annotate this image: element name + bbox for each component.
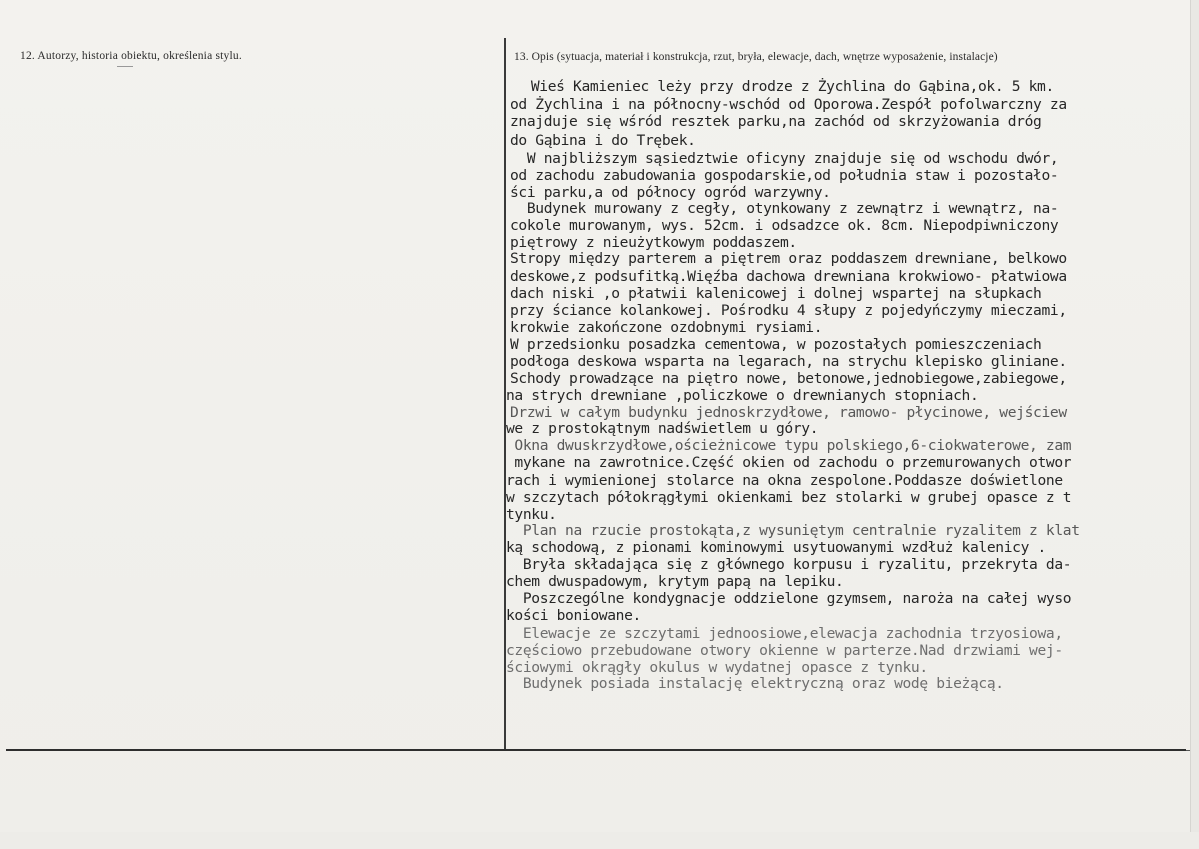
text-line: Stropy między parterem a piętrem oraz poddaszem drewniane, belkowo <box>510 250 1067 267</box>
pencil-mark <box>117 66 133 67</box>
text-line: ściowymi okrągły okulus w wydatnej opasce z tynku. <box>506 659 928 676</box>
text-line: W najbliższym sąsiedztwie oficyny znajduje się od wschodu dwór, <box>510 150 1059 167</box>
text-line: piętrowy z nieużytkowym poddaszem. <box>510 234 797 251</box>
text-line: ką schodową, z pionami kominowymi usytuowanymi wzdłuż kalenicy . <box>506 539 1046 556</box>
text-line: krokwie zakończone ozdobnymi rysiami. <box>510 319 823 336</box>
text-line: przy ściance kolankowej. Pośrodku 4 słupy z pojedyńczymy mieczami, <box>510 302 1067 319</box>
text-line: Wieś Kamieniec leży przy drodze z Żychlina do Gąbina,ok. 5 km. <box>514 78 1054 95</box>
text-line: do Gąbina i do Trębek. <box>510 132 696 149</box>
text-line: Budynek murowany z cegły, otynkowany z zewnątrz i wewnątrz, na- <box>510 200 1059 217</box>
text-line: Budynek posiada instalację elektryczną oraz wodę bieżącą. <box>506 675 1004 692</box>
sheet-right-edge <box>1190 0 1199 849</box>
text-line: dach niski ,o płatwii kalenicowej i dolnej wspartej na słupkach <box>510 285 1042 302</box>
text-line: na strych drewniane ,policzkowe o drewnianych stopniach. <box>506 387 979 404</box>
text-line: podłoga deskowa wsparta na legarach, na strychu klepisko gliniane. <box>510 353 1067 370</box>
text-line: mykane na zawrotnice.Część okien od zachodu o przemurowanych otwor <box>506 454 1072 471</box>
field-13-heading: 13. Opis (sytuacja, materiał i konstrukcja, rzut, bryła, elewacje, dach, wnętrze wyposażenie, instalacje) <box>514 51 998 63</box>
text-line: Bryła składająca się z głównego korpusu i ryzalitu, przekryta da- <box>506 556 1072 573</box>
bottom-rule-tail <box>1186 750 1190 751</box>
text-line: cokole murowanym, wys. 52cm. i odsadzce ok. 8cm. Niepodpiwniczony <box>510 217 1059 234</box>
text-line: znajduje się wśród resztek parku,na zachód od skrzyżowania dróg <box>510 113 1042 130</box>
text-line: we z prostokątnym nadświetlem u góry. <box>506 420 819 437</box>
text-line: Drzwi w całym budynku jednoskrzydłowe, ramowo- płycinowe, wejściew <box>510 404 1067 421</box>
sheet-bottom-margin <box>0 832 1199 849</box>
text-line: tynku. <box>506 506 557 523</box>
text-line: chem dwuspadowym, krytym papą na lepiku. <box>506 573 844 590</box>
text-line: Schody prowadzące na piętro nowe, betonowe,jednobiegowe,zabiegowe, <box>510 370 1067 387</box>
text-line: Poszczególne kondygnacje oddzielone gzymsem, naroża na całej wyso <box>506 590 1072 607</box>
text-line: deskowe,z podsufitką.Więźba dachowa drewniana krokwiowo- płatwiowa <box>510 268 1067 285</box>
text-line: Elewacje ze szczytami jednoosiowe,elewacja zachodnia trzyosiowa, <box>506 625 1063 642</box>
text-line: W przedsionku posadzka cementowa, w pozostałych pomieszczeniach <box>510 336 1042 353</box>
text-line: w szczytach półokrągłymi okienkami bez stolarki w grubej opasce z t <box>506 489 1072 506</box>
text-line: kości boniowane. <box>506 607 641 624</box>
bottom-rule <box>6 749 1186 751</box>
text-line: Okna dwuskrzydłowe,ościeżnicowe typu polskiego,6-ciokwaterowe, zam <box>506 437 1072 454</box>
text-line: od zachodu zabudowania gospodarskie,od południa staw i pozostało- <box>510 167 1059 184</box>
field-12-heading: 12. Autorzy, historia obiektu, określenia stylu. <box>20 50 242 62</box>
text-line: od Żychlina i na północny-wschód od Oporowa.Zespół pofolwarczny za <box>510 96 1067 113</box>
text-line: ści parku,a od północy ogród warzywny. <box>510 184 831 201</box>
text-line: Plan na rzucie prostokąta,z wysuniętym centralnie ryzalitem z klat <box>506 522 1080 539</box>
text-line: rach i wymienionej stolarce na okna zespolone.Poddasze doświetlone <box>506 472 1063 489</box>
text-line: częściowo przebudowane otwory okienne w parterze.Nad drzwiami wej- <box>506 642 1063 659</box>
